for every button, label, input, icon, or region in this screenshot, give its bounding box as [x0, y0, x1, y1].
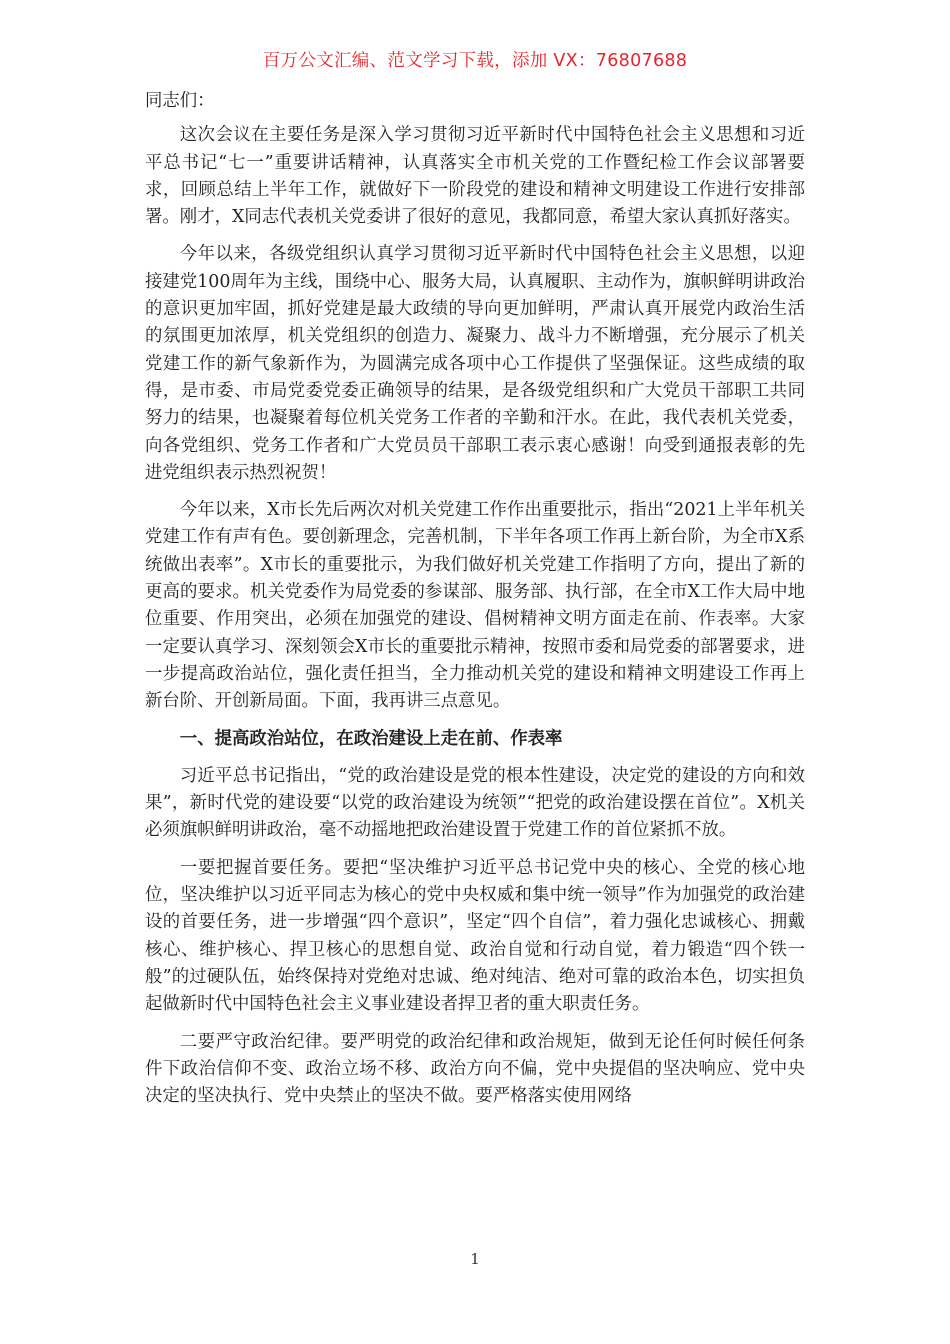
page-number: 1: [470, 1250, 480, 1268]
salutation: 同志们：: [145, 91, 215, 111]
paragraph-instructions: 今年以来，X市长先后两次对机关党建工作作出重要批示，指出“2021上半年机关党建工作有声有色。要创新理念，完善机制，下半年各项工作再上新台阶，为全市X系统做出表率”。X市长的重要批示，为我们做好机关党建工作指明了方向，提出了新的更高的要求。机关党委作为局党委的参谋部、服务部、执行部，在全市X工作大局中地位重要、作用突出，必须在加强党的建设、倡树精神文明方面走在前、作表率。大家一定要认真学习、深刻领会X市长的重要批示精神，按照市委和局党委的部署要求，进一步提高政治站位，强化责任担当，全力推动机关党的建设和精神文明建设工作再上新台阶、开创新局面。下面，我再讲三点意见。: [145, 500, 805, 712]
paragraph-intro: 这次会议在主要任务是深入学习贯彻习近平新时代中国特色社会主义思想和习近平总书记“七一”重要讲话精神，认真落实全市机关党的工作暨纪检工作会议部署要求，回顾总结上半年工作，就做好下一阶段党的建设和精神文明建设工作进行安排部署。刚才，X同志代表机关党委讲了很好的意见，我都同意，希望大家认真抓好落实。: [145, 125, 805, 228]
promo-banner: 百万公文汇编、范文学习下载，添加 VX：76807688: [262, 51, 688, 71]
document-body: [145, 88, 805, 1120]
paragraph-political-building: 习近平总书记指出，“党的政治建设是党的根本性建设，决定党的建设的方向和效果”，新时代党的建设要“以党的政治建设为统领”“把党的政治建设摆在首位”。X机关必须旗帜鲜明讲政治，毫不动摇地把政治建设置于党建工作的首位紧抓不放。: [145, 765, 805, 841]
paragraph-discipline: 二要严守政治纪律。要严明党的政治纪律和政治规矩，做到无论任何时候任何条件下政治信仰不变、政治立场不移、政治方向不偏，党中央提倡的坚决响应、党中央决定的坚决执行、党中央禁止的坚决不做。要严格落实使用网络: [145, 1031, 805, 1107]
section-heading: 一、提高政治站位，在政治建设上走在前、作表率: [179, 728, 563, 749]
paragraph-primary-task: 一要把握首要任务。要把“坚决维护习近平总书记党中央的核心、全党的核心地位，坚决维护以习近平同志为核心的党中央权威和集中统一领导”作为加强党的政治建设的首要任务，进一步增强“四个意识”，坚定“四个自信”，着力强化忠诚核心、拥戴核心、维护核心、捍卫核心的思想自觉、政治自觉和行动自觉，着力锻造“四个铁一般”的过硬队伍，始终保持对党绝对忠诚、绝对纯洁、绝对可靠的政治本色，切实担负起做新时代中国特色社会主义事业建设者捍卫者的重大职责任务。: [145, 857, 805, 1015]
paragraph-achievements: 今年以来，各级党组织认真学习贯彻习近平新时代中国特色社会主义思想，以迎接建党100周年为主线，围绕中心、服务大局，认真履职、主动作为，旗帜鲜明讲政治的意识更加牢固，抓好党建是最大政绩的导向更加鲜明，严肃认真开展党内政治生活的氛围更加浓厚，机关党组织的创造力、凝聚力、战斗力不断增强，充分展示了机关党建工作的新气象新作为，为圆满完成各项中心工作提供了坚强保证。这些成绩的取得，是市委、市局党委党委正确领导的结果，是各级党组织和广大党员干部职工共同努力的结果，也凝聚着每位机关党务工作者的辛勤和汗水。在此，我代表机关党委，向各党组织、党务工作者和广大党员员干部职工表示衷心感谢！向受到通报表彰的先进党组织表示热烈祝贺！: [145, 244, 805, 483]
